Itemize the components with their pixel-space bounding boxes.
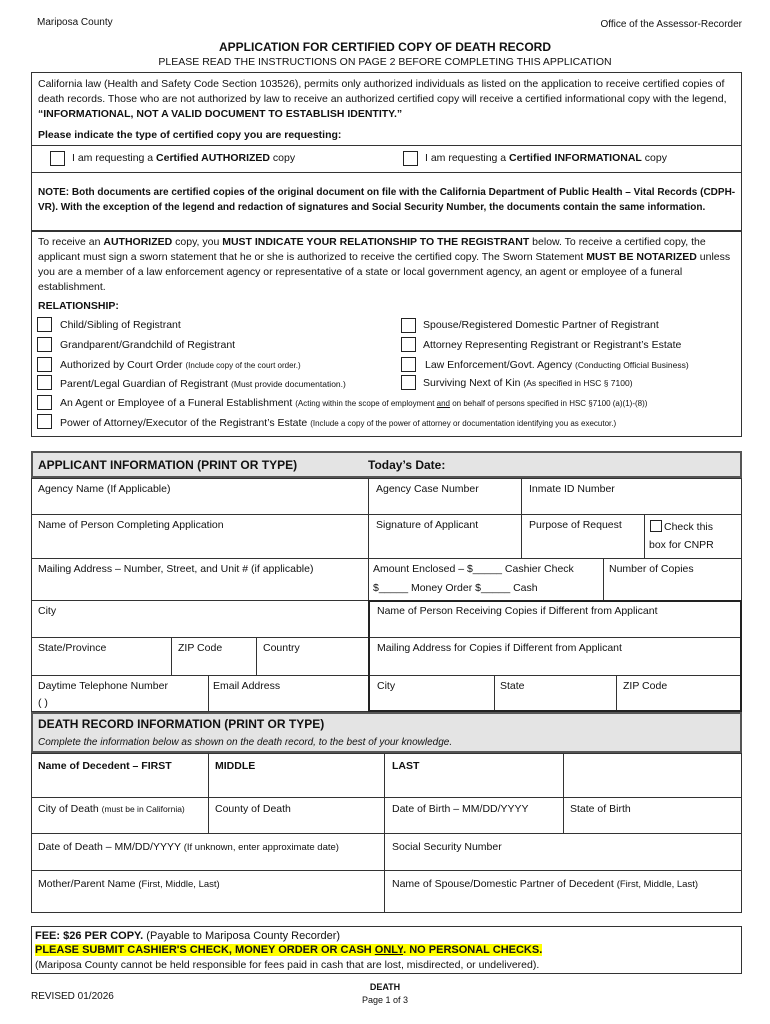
inmate-id-field[interactable]: Inmate ID Number <box>529 483 615 495</box>
decedent-middle-field[interactable]: MIDDLE <box>215 760 256 772</box>
agency-case-field[interactable]: Agency Case Number <box>376 483 479 495</box>
amount-enclosed-b[interactable]: $_____ Money Order $_____ Cash <box>373 582 538 594</box>
divider <box>31 172 742 173</box>
date-of-birth-field[interactable]: Date of Birth – MM/DD/YYYY <box>392 803 529 815</box>
spouse-checkbox[interactable] <box>401 318 416 333</box>
grandparent-checkbox[interactable] <box>37 337 52 352</box>
amount-enclosed-a[interactable]: Amount Enclosed – $_____ Cashier Check <box>373 563 574 575</box>
power-of-attorney-label: Power of Attorney/Executor of the Registrant’s Estate (Include a copy of the power of attorney or documentation identifying you as executor.) <box>60 417 617 429</box>
todays-date-label: Today’s Date: <box>368 458 446 472</box>
note-paragraph: NOTE: Both documents are certified copies of the original document on file with the California Department of Public Health – Vital Records (CDPH-VR). With the exception of the legend and redaction of signatures and Social Security Number, the documents contain the same information. <box>38 187 736 213</box>
city-of-death-field[interactable]: City of Death (must be in California) <box>38 803 185 815</box>
copies-city-field[interactable]: City <box>377 680 396 692</box>
page-title: APPLICATION FOR CERTIFIED COPY OF DEATH RECORD <box>218 40 551 54</box>
phone-field[interactable]: Daytime Telephone Number <box>38 680 168 692</box>
state-of-birth-field[interactable]: State of Birth <box>570 803 631 815</box>
applicant-heading: APPLICANT INFORMATION (PRINT OR TYPE) <box>38 458 298 472</box>
copies-state-field[interactable]: State <box>500 680 525 692</box>
country-field[interactable]: Country <box>263 642 300 654</box>
child-sibling-checkbox[interactable] <box>37 317 52 332</box>
surviving-kin-label: Surviving Next of Kin (As specified in HSC § 7100) <box>423 377 633 389</box>
date-of-death-field[interactable]: Date of Death – MM/DD/YYYY (If unknown, enter approximate date) <box>38 841 339 853</box>
law-enforcement-checkbox[interactable] <box>401 357 416 372</box>
funeral-agent-label: An Agent or Employee of a Funeral Establishment (Acting within the scope of employment and on behalf of persons specified in HSC §7100 (a)(1)-(8)) <box>60 397 648 409</box>
spouse-label: Spouse/Registered Domestic Partner of Registrant <box>423 319 659 331</box>
relationship-instructions: To receive an AUTHORIZED copy, you MUST INDICATE YOUR RELATIONSHIP TO THE REGISTRANT below. To receive a certified copy, the applicant must sign a sworn statement that he or she is authorized to receive the certified copy. The Sworn Statement MUST BE NOTARIZED unless you are a member of a law enforcement agency or representative of a state or local government agency, an agent or employee of a funeral establishment. <box>38 236 731 293</box>
agency-name-field[interactable]: Agency Name (If Applicable) <box>38 483 171 495</box>
phone-area-code[interactable]: ( ) <box>38 697 48 709</box>
death-subheading: Complete the information below as shown on the death record, to the best of your knowledge. <box>38 737 453 748</box>
revised-date: REVISED 01/2026 <box>31 991 114 1002</box>
purpose-field[interactable]: Purpose of Request <box>529 519 622 531</box>
intro-paragraph: California law (Health and Safety Code Section 103526), permits only authorized individuals as listed on the application to receive certified copies of death records. Those who are not authorized by law to receive an authorized certified copy will receive a certified informational copy with the legend, “INFORMATIONAL, NOT A VALID DOCUMENT TO ESTABLISH IDENTITY.” <box>38 78 727 120</box>
copies-zip-field[interactable]: ZIP Code <box>623 680 668 692</box>
page-subtitle: PLEASE READ THE INSTRUCTIONS ON PAGE 2 BEFORE COMPLETING THIS APPLICATION <box>158 56 612 68</box>
authorized-copy-checkbox[interactable] <box>50 151 65 166</box>
grandparent-label: Grandparent/Grandchild of Registrant <box>60 339 236 351</box>
fee-disclaimer: (Mariposa County cannot be held responsible for fees paid in cash that are lost, misdirected, or undelivered). <box>35 959 540 971</box>
cnpr-checkbox[interactable] <box>650 520 662 532</box>
copy-type-prompt: Please indicate the type of certified copy you are requesting: <box>38 129 342 141</box>
office-name: Office of the Assessor-Recorder <box>600 19 742 30</box>
county-of-death-field[interactable]: County of Death <box>215 803 291 815</box>
authorized-copy-label: I am requesting a Certified AUTHORIZED copy <box>72 152 296 164</box>
court-order-checkbox[interactable] <box>37 357 52 372</box>
attorney-label: Attorney Representing Registrant or Registrant’s Estate <box>423 339 682 351</box>
email-field[interactable]: Email Address <box>213 680 281 692</box>
informational-copy-checkbox[interactable] <box>403 151 418 166</box>
cnpr-label-a: Check this <box>664 521 714 533</box>
attorney-checkbox[interactable] <box>401 337 416 352</box>
death-heading: DEATH RECORD INFORMATION (PRINT OR TYPE) <box>38 717 325 731</box>
surviving-kin-checkbox[interactable] <box>401 375 416 390</box>
power-of-attorney-checkbox[interactable] <box>37 414 52 429</box>
informational-copy-label: I am requesting a Certified INFORMATIONAL copy <box>425 152 667 164</box>
number-of-copies-field[interactable]: Number of Copies <box>609 563 694 575</box>
divider <box>31 145 742 146</box>
decedent-last-field[interactable]: LAST <box>392 760 420 772</box>
court-order-label: Authorized by Court Order (Include copy of the court order.) <box>60 359 301 371</box>
state-province-field[interactable]: State/Province <box>38 642 107 654</box>
law-enforcement-label: Law Enforcement/Govt. Agency (Conducting Official Business) <box>425 359 689 371</box>
cnpr-label-b: box for CNPR <box>649 539 714 551</box>
recipient-name-field[interactable]: Name of Person Receiving Copies if Different from Applicant <box>377 605 658 617</box>
zip-code-field[interactable]: ZIP Code <box>178 642 223 654</box>
signature-field[interactable]: Signature of Applicant <box>376 519 479 531</box>
child-sibling-label: Child/Sibling of Registrant <box>60 319 181 331</box>
ssn-field[interactable]: Social Security Number <box>392 841 502 853</box>
city-field[interactable]: City <box>38 605 57 617</box>
funeral-agent-checkbox[interactable] <box>37 395 52 410</box>
payment-warning: PLEASE SUBMIT CASHIER'S CHECK, MONEY ORDER OR CASH ONLY. NO PERSONAL CHECKS. <box>35 944 543 956</box>
fee-line: FEE: $26 PER COPY. (Payable to Mariposa County Recorder) <box>35 930 341 942</box>
mailing-address-field[interactable]: Mailing Address – Number, Street, and Unit # (if applicable) <box>38 563 314 575</box>
form-type: DEATH <box>369 982 401 992</box>
copies-mailing-address-field[interactable]: Mailing Address for Copies if Different from Applicant <box>377 642 622 654</box>
mother-parent-field[interactable]: Mother/Parent Name (First, Middle, Last) <box>38 878 220 890</box>
relationship-label: RELATIONSHIP: <box>38 300 119 312</box>
county-name: Mariposa County <box>37 17 113 28</box>
decedent-first-field[interactable]: Name of Decedent – FIRST <box>38 760 172 772</box>
person-name-field[interactable]: Name of Person Completing Application <box>38 519 224 531</box>
spouse-name-field[interactable]: Name of Spouse/Domestic Partner of Decedent (First, Middle, Last) <box>392 878 698 890</box>
parent-guardian-checkbox[interactable] <box>37 375 52 390</box>
page-number: Page 1 of 3 <box>361 995 409 1005</box>
parent-guardian-label: Parent/Legal Guardian of Registrant (Must provide documentation.) <box>60 378 346 390</box>
